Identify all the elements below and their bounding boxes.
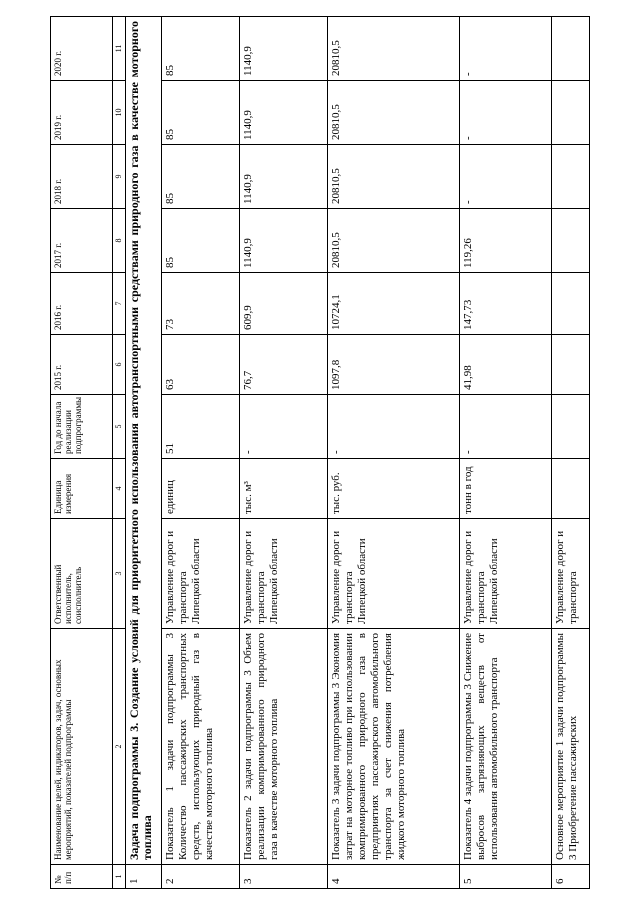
- row-2020: 85: [162, 16, 240, 80]
- table-row: [162, 16, 240, 888]
- row-unit: тыс. руб.: [328, 458, 460, 518]
- row-2016: [552, 272, 590, 334]
- row-2017: 85: [162, 208, 240, 272]
- row-year-before: [552, 394, 590, 458]
- col-number: 3: [113, 518, 126, 628]
- row-2018: [552, 144, 590, 208]
- row-name: Показатель 2 задачи подпрограммы 3 Объем реализации компримированного природного газа в качестве моторного топлива: [240, 628, 328, 864]
- row-year-before: -: [328, 394, 460, 458]
- row-unit: тыс. м³: [240, 458, 328, 518]
- row-2017: 20810,5: [328, 208, 460, 272]
- header-n: № п/п: [51, 864, 113, 888]
- row-2015: 41,98: [460, 334, 552, 394]
- header-name: Наименование целей, индикаторов, задач, основных мероприятий, показателей подпрограммы: [51, 628, 113, 864]
- row-2016: 609,9: [240, 272, 328, 334]
- rotated-page: [50, 17, 590, 889]
- row-resp: Управление дорог и транспорта Липецкой области: [460, 518, 552, 628]
- row-n: 3: [240, 864, 328, 888]
- row-2015: 1097,8: [328, 334, 460, 394]
- col-number: 2: [113, 628, 126, 864]
- row-name: Показатель 1 задачи подпрограммы 3 Количество пассажирских транспортных средств, использующих природный газ в качестве моторного топлива: [162, 628, 240, 864]
- row-2016: 10724,1: [328, 272, 460, 334]
- row-2019: 1140,9: [240, 80, 328, 144]
- header-resp: Ответственный исполнитель, соисполнитель: [51, 518, 113, 628]
- row-2018: -: [460, 144, 552, 208]
- row-n: 2: [162, 864, 240, 888]
- header-year-before: Год до начала реализации подпрограммы: [51, 394, 113, 458]
- row-year-before: -: [240, 394, 328, 458]
- row-2015: 76,7: [240, 334, 328, 394]
- table-row: [460, 16, 552, 888]
- row-2019: 20810,5: [328, 80, 460, 144]
- row-resp: Управление дорог и транспорта: [552, 518, 590, 628]
- row-name: Основное мероприятие 1 задачи подпрограммы 3 Приобретение пассажирских: [552, 628, 590, 864]
- col-number: 11: [113, 16, 126, 80]
- row-2019: [552, 80, 590, 144]
- col-number: 9: [113, 144, 126, 208]
- row-2017: [552, 208, 590, 272]
- row-2020: [552, 16, 590, 80]
- row-2018: 85: [162, 144, 240, 208]
- row-unit: единиц: [162, 458, 240, 518]
- col-number: 1: [113, 864, 126, 888]
- row-2020: 20810,5: [328, 16, 460, 80]
- header-2017: 2017 г.: [51, 208, 113, 272]
- row-2017: 119,26: [460, 208, 552, 272]
- row-2016: 73: [162, 272, 240, 334]
- row-resp: Управление дорог и транспорта Липецкой области: [240, 518, 328, 628]
- row-n: 6: [552, 864, 590, 888]
- row-2017: 1140,9: [240, 208, 328, 272]
- col-number: 10: [113, 80, 126, 144]
- col-number: 7: [113, 272, 126, 334]
- col-number: 5: [113, 394, 126, 458]
- indicators-table: [50, 16, 590, 889]
- row-unit: тонн в год: [460, 458, 552, 518]
- header-2020: 2020 г.: [51, 16, 113, 80]
- header-2018: 2018 г.: [51, 144, 113, 208]
- row-unit: [552, 458, 590, 518]
- row-n: 5: [460, 864, 552, 888]
- row-2015: [552, 334, 590, 394]
- header-2015: 2015 г.: [51, 334, 113, 394]
- row-2019: -: [460, 80, 552, 144]
- row-2020: 1140,9: [240, 16, 328, 80]
- col-number: 6: [113, 334, 126, 394]
- header-2016: 2016 г.: [51, 272, 113, 334]
- col-number: 4: [113, 458, 126, 518]
- row-resp: Управление дорог и транспорта Липецкой области: [162, 518, 240, 628]
- header-row: [51, 16, 113, 888]
- table-row: [552, 16, 590, 888]
- row-year-before: -: [460, 394, 552, 458]
- table-row: [240, 16, 328, 888]
- row-2018: 20810,5: [328, 144, 460, 208]
- header-2019: 2019 г.: [51, 80, 113, 144]
- row-n: 4: [328, 864, 460, 888]
- row-name: Показатель 4 задачи подпрограммы 3 Снижение выбросов загрязняющих веществ от использования автомобильного транспорта: [460, 628, 552, 864]
- row-name: Показатель 3 задачи подпрограммы 3 Экономия затрат на моторное топливо при использовании компримированного природного газа в предприятиях пассажирского автомобильного транспорта за счет снижения потребления жидкого моторного топлива: [328, 628, 460, 864]
- column-number-row: [113, 16, 126, 888]
- col-number: 8: [113, 208, 126, 272]
- row-2019: 85: [162, 80, 240, 144]
- section-row: [126, 16, 162, 888]
- row-2015: 63: [162, 334, 240, 394]
- row-resp: Управление дорог и транспорта Липецкой области: [328, 518, 460, 628]
- row-2020: -: [460, 16, 552, 80]
- table-row: [328, 16, 460, 888]
- section-title: Задача подпрограммы 3. Создание условий для приоритетного использования автотранспортными средствами природного газа в качестве моторного топлива: [126, 16, 162, 864]
- section-n: 1: [126, 864, 162, 888]
- row-2016: 147,73: [460, 272, 552, 334]
- row-2018: 1140,9: [240, 144, 328, 208]
- header-unit: Единица измерения: [51, 458, 113, 518]
- row-year-before: 51: [162, 394, 240, 458]
